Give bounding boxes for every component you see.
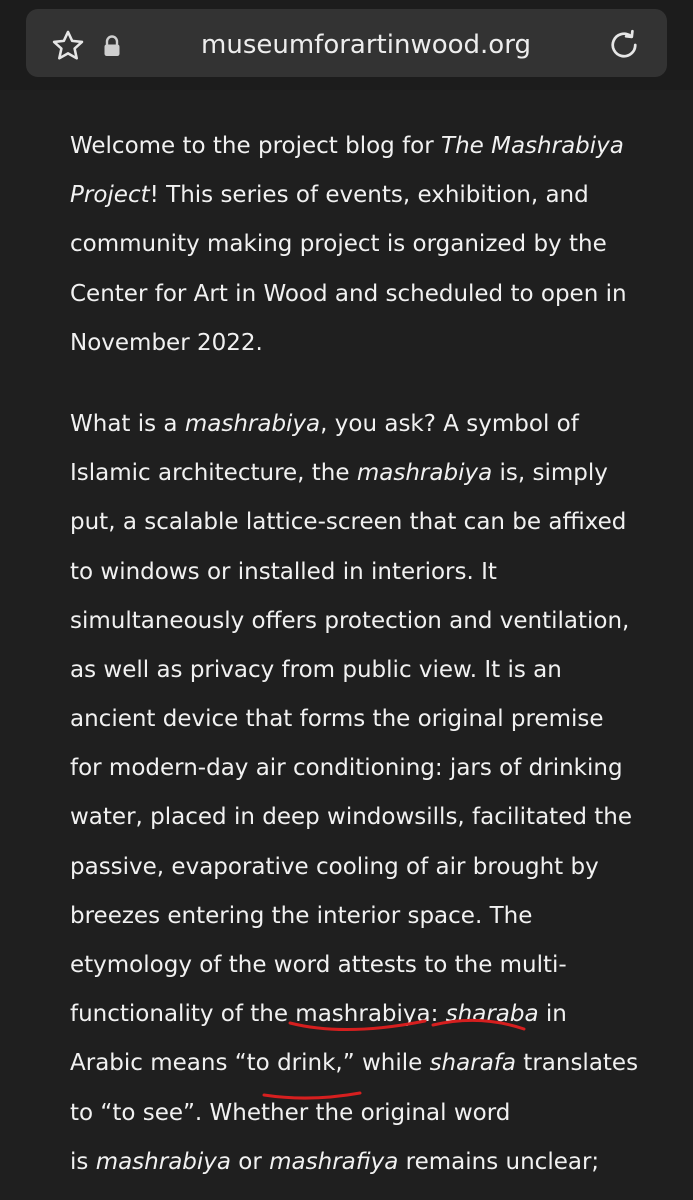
text-run: to “to see”. Whether the original word xyxy=(70,1099,511,1126)
text-line xyxy=(70,319,635,368)
text-run: November 2022. xyxy=(70,329,263,356)
url-text[interactable]: museumforartinwood.org xyxy=(201,30,531,60)
text-line xyxy=(70,122,635,171)
text-run: put, a scalable lattice-screen that can be affixed xyxy=(70,509,627,536)
text-run: is xyxy=(70,1148,96,1175)
text-run: What is a xyxy=(70,410,185,437)
browser-toolbar xyxy=(0,0,693,90)
text-run: Arabic means “to drink,” while xyxy=(70,1050,430,1077)
italic-term: sharafa xyxy=(429,1050,516,1077)
text-line xyxy=(70,646,635,695)
text-line xyxy=(70,498,635,547)
text-run: water, placed in deep windowsills, facilitated the xyxy=(70,804,632,831)
text-run: or xyxy=(231,1148,270,1175)
text-line xyxy=(70,892,635,941)
text-run: simultaneously offers protection and ventilation, xyxy=(70,607,630,634)
text-run: breezes entering the interior space. The xyxy=(70,902,533,929)
reload-icon[interactable] xyxy=(606,27,642,63)
text-line xyxy=(70,843,635,892)
text-line xyxy=(70,793,635,842)
text-run: community making project is organized by the xyxy=(70,231,607,258)
text-run: Welcome to the project blog for xyxy=(70,133,442,159)
text-run: to windows or installed in interiors. It xyxy=(70,558,497,585)
text-line xyxy=(70,597,635,646)
paragraph-definition xyxy=(70,400,639,1187)
text-run: is, simply xyxy=(492,460,608,487)
lock-icon xyxy=(102,35,122,57)
paragraph-intro xyxy=(70,122,635,368)
text-run: as well as privacy from public view. It is an xyxy=(70,656,562,683)
italic-term: mashrabiya xyxy=(95,1148,231,1175)
italic-term: The Mashrabiya xyxy=(441,133,624,159)
text-line xyxy=(70,449,635,498)
text-line xyxy=(70,171,635,220)
text-line xyxy=(70,1138,635,1187)
italic-term: Project xyxy=(70,182,150,209)
text-run: remains unclear; xyxy=(398,1148,600,1175)
text-run: etymology of the word attests to the multi- xyxy=(70,952,567,978)
star-icon[interactable] xyxy=(50,28,86,64)
text-run: for modern-day air conditioning: jars of drinking xyxy=(70,755,623,782)
text-run: in xyxy=(538,1001,567,1028)
italic-term: mashrabiya xyxy=(356,460,493,487)
italic-term: mashrafiya xyxy=(269,1148,399,1175)
text-run: Center for Art in Wood and scheduled to open in xyxy=(70,280,627,307)
text-line xyxy=(70,695,635,744)
text-line xyxy=(70,548,635,597)
article-body xyxy=(70,122,639,1200)
text-line xyxy=(70,400,635,449)
text-line xyxy=(70,744,635,793)
text-run: translates xyxy=(515,1050,639,1077)
italic-term: sharaba xyxy=(445,1001,539,1028)
text-line xyxy=(70,990,635,1039)
text-line xyxy=(70,1089,635,1138)
text-run: ! This series of events, exhibition, and xyxy=(149,182,589,209)
text-run: Islamic architecture, the xyxy=(70,460,357,487)
text-run: passive, evaporative cooling of air brought by xyxy=(70,853,599,880)
text-line xyxy=(70,270,635,319)
text-run: , you ask? A symbol of xyxy=(320,410,579,437)
text-line xyxy=(70,1039,639,1088)
text-run: functionality of the mashrabiya: xyxy=(70,1001,446,1028)
text-line xyxy=(70,941,635,990)
text-run: ancient device that forms the original premise xyxy=(70,706,604,733)
text-line xyxy=(70,220,635,269)
italic-term: mashrabiya xyxy=(184,410,321,437)
